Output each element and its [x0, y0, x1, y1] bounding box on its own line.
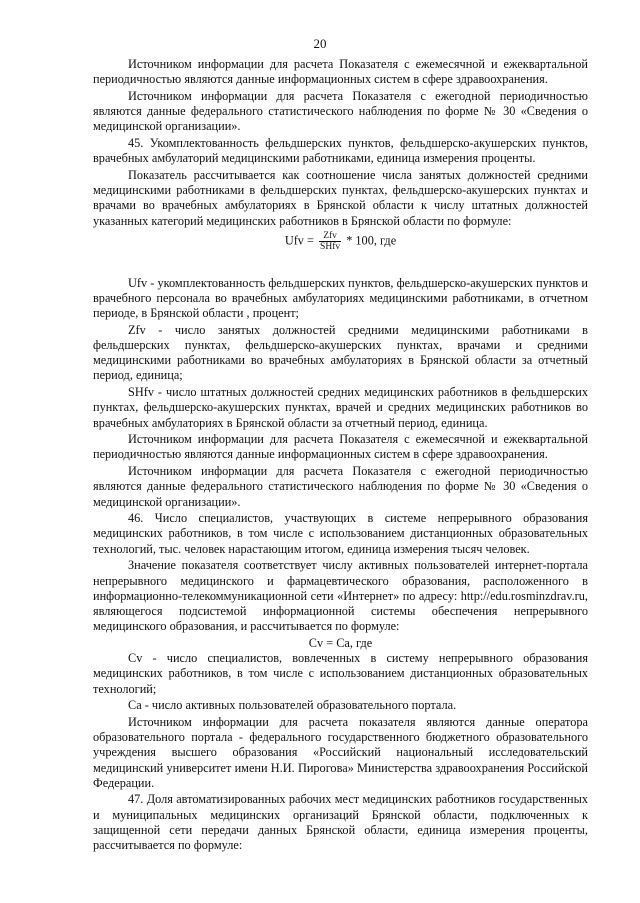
definition-ufv: Ufv - укомплектованность фельдшерских пунктов, фельдшерско-акушерских пунктов и врачебного персонала во врачебных амбулаториях медицинскими работниками, в отчетном периоде, в Брянской области , процент;: [93, 275, 588, 321]
formula-cv: Cv = Ca, где: [308, 635, 373, 650]
formula-numerator: Zfv: [319, 231, 341, 242]
formula-rhs: * 100, где: [346, 233, 397, 248]
paragraph: Источником информации для расчета Показателя с ежемесячной и ежеквартальной периодичностью являются данные информационных систем в сфере здравоохранения.: [93, 57, 588, 87]
definition-zfv: Zfv - число занятых должностей средними медицинскими работниками в фельдшерских пунктах, фельдшерско-акушерских пунктах, врачами и средними медицинскими работниками во врачебных амбулаториях в Брянской области за отчетный период, единица;: [93, 322, 588, 383]
page-number: 20: [313, 36, 327, 51]
formula-fraction: [319, 231, 341, 252]
formula-lhs: Ufv =: [284, 233, 314, 248]
formula-ufv: [93, 231, 588, 252]
paragraph: Значение показателя соответствует числу активных пользователей интернет-портала непрерывного медицинского и фармацевтического образования, расположенного в информационно-телекоммуникационной сети «Интернет» по адресу: http://edu.rosminzdrav.ru, являющегося подсистемой информационной системы обеспечения непрерывного медицинского образования, и рассчитывается по формуле:: [93, 558, 588, 634]
spacer: [93, 252, 588, 276]
paragraph: Источником информации для расчета показателя являются данные оператора образовательного портала - федерального государственного бюджетного образовательного учреждения высшего образования «Российский национальный исследовательский медицинский университет имени Н.И. Пирогова» Министерства здравоохранения Российской Федерации.: [93, 714, 588, 790]
definition-cv: Cv - число специалистов, вовлеченных в систему непрерывного образования медицинских работников, в том числе с использованием дистанционных образовательных технологий;: [93, 651, 588, 696]
paragraph: Источником информации для расчета Показателя с ежегодной периодичностью являются данные федерального статистического наблюдения по форме № 30 «Сведения о медицинской организации».: [93, 88, 588, 134]
definition-shfv: SHfv - число штатных должностей средних медицинских работников в фельдшерских пунктах, фельдшерско-акушерских пунктах, врачей и средних медицинских работников во врачебных амбулаториях в Брянской области за отчетный период, единица.: [93, 385, 588, 430]
paragraph: Источником информации для расчета Показателя с ежемесячной и ежеквартальной периодичностью являются данные информационных систем в сфере здравоохранения.: [93, 432, 588, 462]
document-body: [93, 57, 588, 855]
definition-ca: Ca - число активных пользователей образовательного портала.: [128, 698, 457, 713]
paragraph-item-47: 47. Доля автоматизированных рабочих мест медицинских работников государственных и муниципальных медицинских организаций Брянской области, подключенных к защищенной сети передачи данных Брянской области, единица измерения проценты, рассчитывается по формуле:: [93, 792, 588, 853]
formula-denominator: SHfv: [320, 241, 341, 252]
paragraph-item-45: 45. Укомплектованность фельдшерских пунктов, фельдшерско-акушерских пунктов, врачебных амбулаторий медицинскими работниками, единица измерения проценты.: [93, 136, 588, 166]
paragraph-item-46: 46. Число специалистов, участвующих в системе непрерывного образования медицинских работников, в том числе с использованием дистанционных образовательных технологий, тыс. человек нарастающим итогом, единица измерения тысяч человек.: [93, 511, 588, 556]
paragraph: Источником информации для расчета Показателя с ежегодной периодичностью являются данные федерального статистического наблюдения по форме № 30 «Сведения о медицинской организации».: [93, 464, 588, 509]
paragraph: Показатель рассчитывается как соотношение числа занятых должностей средними медицинскими работниками в фельдшерских пунктах, фельдшерско-акушерских пунктах и врачами во врачебных амбулаториях в Брянской области к числу штатных должностей указанных категорий медицинских работников в Брянской области по формуле:: [93, 167, 588, 228]
